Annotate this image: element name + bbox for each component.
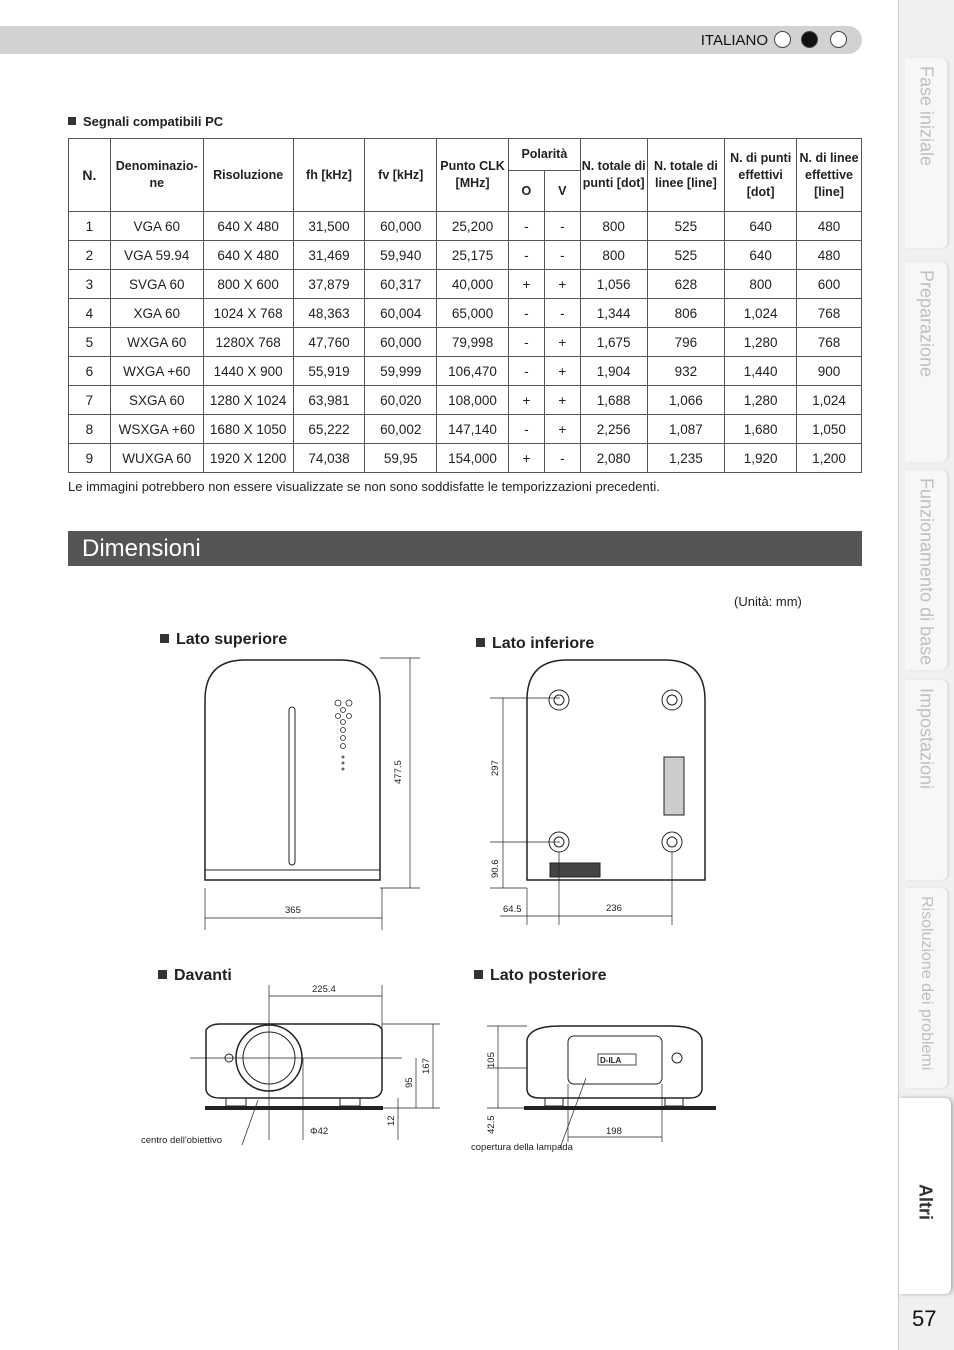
table-cell: 1,024 (797, 386, 862, 415)
table-cell: 1280X 768 (203, 328, 293, 357)
table-cell: 108,000 (437, 386, 509, 415)
table-cell: 59,999 (365, 357, 437, 386)
table-cell: 1,087 (647, 415, 725, 444)
col-fv: fv [kHz] (365, 139, 437, 212)
table-cell: 40,000 (437, 270, 509, 299)
table-cell: 59,940 (365, 241, 437, 270)
table-cell: 600 (797, 270, 862, 299)
col-pol-o: O (508, 171, 544, 212)
table-cell: 5 (69, 328, 111, 357)
bottom-view-drawing (490, 660, 705, 925)
table-cell: WUXGA 60 (110, 444, 203, 473)
table-cell: + (544, 415, 580, 444)
table-cell: 628 (647, 270, 725, 299)
table-cell: + (544, 357, 580, 386)
table-cell: 60,000 (365, 328, 437, 357)
col-resolution: Risoluzione (203, 139, 293, 212)
lamp-cover-label: copertura della lampada (471, 1142, 573, 1153)
table-cell: 1,280 (725, 386, 797, 415)
table-cell: 640 X 480 (203, 241, 293, 270)
front-width-label: 225.4 (312, 984, 336, 995)
table-cell: 800 (725, 270, 797, 299)
rear-width-label: 198 (606, 1126, 622, 1137)
table-cell: 525 (647, 212, 725, 241)
table-cell: 60,000 (365, 212, 437, 241)
table-cell: - (508, 328, 544, 357)
col-pol-v: V (544, 171, 580, 212)
front-view-drawing (190, 985, 440, 1145)
bottom-w1-label: 64.5 (503, 904, 522, 915)
table-cell: 55,919 (293, 357, 365, 386)
table-cell: SVGA 60 (110, 270, 203, 299)
table-cell: 525 (647, 241, 725, 270)
table-cell: 1,688 (580, 386, 647, 415)
top-width-label: 365 (285, 905, 301, 916)
tab-label: Preparazione (916, 270, 937, 378)
table-cell: 59,95 (365, 444, 437, 473)
table-cell: 1,344 (580, 299, 647, 328)
front-h1-label: 167 (421, 1058, 432, 1074)
front-view-label: Davanti (158, 967, 232, 985)
table-cell: 9 (69, 444, 111, 473)
page-number: 57 (912, 1306, 937, 1331)
top-view-drawing (205, 658, 420, 930)
col-fh: fh [kHz] (293, 139, 365, 212)
rear-h1-label: 105 (486, 1052, 497, 1068)
tab-label: Fase iniziale (916, 66, 937, 167)
table-cell: 800 X 600 (203, 270, 293, 299)
tab-label: Funzionamento di base (916, 478, 937, 666)
col-eff-lines: N. di linee effettive [line] (797, 139, 862, 212)
tab-label: Risoluzione dei problemi (918, 896, 935, 1071)
table-cell: + (544, 328, 580, 357)
table-cell: + (544, 386, 580, 415)
col-total-lines: N. totale di linee [line] (647, 139, 725, 212)
rear-view-label: Lato posteriore (474, 967, 606, 985)
table-cell: 1,200 (797, 444, 862, 473)
tab-label: Altri (915, 1184, 936, 1220)
table-cell: 60,020 (365, 386, 437, 415)
table-cell: 768 (797, 299, 862, 328)
table-cell: 74,038 (293, 444, 365, 473)
table-cell: WXGA 60 (110, 328, 203, 357)
table-cell: 25,200 (437, 212, 509, 241)
bottom-d2-label: 90.6 (490, 859, 501, 878)
table-cell: 640 (725, 212, 797, 241)
table-cell: 640 X 480 (203, 212, 293, 241)
table-cell: 640 (725, 241, 797, 270)
col-n: N. (69, 139, 111, 212)
table-cell: 4 (69, 299, 111, 328)
table-cell: 25,175 (437, 241, 509, 270)
table-cell: - (544, 444, 580, 473)
table-cell: WSXGA +60 (110, 415, 203, 444)
table-cell: 31,469 (293, 241, 365, 270)
table-cell: - (508, 357, 544, 386)
table-cell: 1,024 (725, 299, 797, 328)
rear-h2-label: 42.5 (486, 1115, 497, 1134)
col-eff-dots: N. di punti effettivi [dot] (725, 139, 797, 212)
table-cell: - (508, 212, 544, 241)
table-cell: 900 (797, 357, 862, 386)
bottom-view-label: Lato inferiore (476, 635, 594, 653)
table-cell: 8 (69, 415, 111, 444)
table-cell: 1,066 (647, 386, 725, 415)
table-cell: 65,000 (437, 299, 509, 328)
bottom-w2-label: 236 (606, 903, 622, 914)
table-cell: 37,879 (293, 270, 365, 299)
table-cell: VGA 60 (110, 212, 203, 241)
table-cell: 1,056 (580, 270, 647, 299)
table-cell: - (544, 299, 580, 328)
table-cell: 1280 X 1024 (203, 386, 293, 415)
table-cell: 7 (69, 386, 111, 415)
table-cell: 768 (797, 328, 862, 357)
table-cell: 932 (647, 357, 725, 386)
table-cell: 480 (797, 241, 862, 270)
table-cell: 47,760 (293, 328, 365, 357)
table-cell: 60,004 (365, 299, 437, 328)
table-cell: 1,920 (725, 444, 797, 473)
col-clk: Punto CLK [MHz] (437, 139, 509, 212)
table-cell: 1,680 (725, 415, 797, 444)
table-cell: 65,222 (293, 415, 365, 444)
table-cell: 1024 X 768 (203, 299, 293, 328)
table-cell: 60,002 (365, 415, 437, 444)
dila-logo-text: D-ILA (600, 1056, 622, 1065)
table-cell: 1 (69, 212, 111, 241)
table-cell: 60,317 (365, 270, 437, 299)
table-cell: + (544, 270, 580, 299)
table-cell: XGA 60 (110, 299, 203, 328)
table-cell: 6 (69, 357, 111, 386)
table-cell: - (508, 241, 544, 270)
front-h3-label: 12 (386, 1115, 397, 1126)
table-cell: 48,363 (293, 299, 365, 328)
table-cell: 796 (647, 328, 725, 357)
table-cell: 79,998 (437, 328, 509, 357)
table-cell: - (544, 212, 580, 241)
bottom-d1-label: 297 (490, 760, 501, 776)
table-cell: 3 (69, 270, 111, 299)
table-cell: + (508, 386, 544, 415)
table-note: Le immagini potrebbero non essere visualizzate se non sono soddisfatte le temporizzazioni precedenti. (68, 479, 660, 494)
col-total-dots: N. totale di punti [dot] (580, 139, 647, 212)
table-cell: 2 (69, 241, 111, 270)
front-h2-label: 95 (404, 1077, 415, 1088)
table-cell: - (508, 299, 544, 328)
table-cell: 2,256 (580, 415, 647, 444)
table-cell: 31,500 (293, 212, 365, 241)
rear-view-drawing (487, 1026, 716, 1148)
table-cell: 1920 X 1200 (203, 444, 293, 473)
col-polarity: Polarità (508, 139, 580, 171)
table-cell: SXGA 60 (110, 386, 203, 415)
signals-title: Segnali compatibili PC (68, 114, 223, 129)
table-cell: 480 (797, 212, 862, 241)
table-cell: 1,050 (797, 415, 862, 444)
table-cell: 106,470 (437, 357, 509, 386)
lens-diameter-label: Φ42 (310, 1126, 329, 1137)
table-cell: 800 (580, 241, 647, 270)
table-cell: + (508, 444, 544, 473)
table-cell: VGA 59.94 (110, 241, 203, 270)
section-title: Dimensioni (82, 535, 201, 562)
table-cell: 1,235 (647, 444, 725, 473)
table-cell: 1,440 (725, 357, 797, 386)
table-cell: + (508, 270, 544, 299)
table-cell: 1,675 (580, 328, 647, 357)
top-view-label: Lato superiore (160, 631, 287, 649)
table-cell: - (508, 415, 544, 444)
table-cell: 2,080 (580, 444, 647, 473)
table-cell: 154,000 (437, 444, 509, 473)
top-depth-label: 477.5 (393, 760, 404, 784)
table-cell: 147,140 (437, 415, 509, 444)
table-cell: WXGA +60 (110, 357, 203, 386)
language-label: ITALIANO (700, 32, 768, 49)
table-cell: 1,904 (580, 357, 647, 386)
table-cell: 1440 X 900 (203, 357, 293, 386)
table-cell: 1,280 (725, 328, 797, 357)
table-cell: - (544, 241, 580, 270)
lens-center-label: centro dell'obiettivo (141, 1135, 223, 1146)
table-cell: 800 (580, 212, 647, 241)
table-cell: 63,981 (293, 386, 365, 415)
tab-label: Impostazioni (916, 688, 937, 790)
unit-label: (Unità: mm) (734, 594, 802, 609)
table-cell: 806 (647, 299, 725, 328)
col-name: Denominazio-ne (110, 139, 203, 212)
table-cell: 1680 X 1050 (203, 415, 293, 444)
